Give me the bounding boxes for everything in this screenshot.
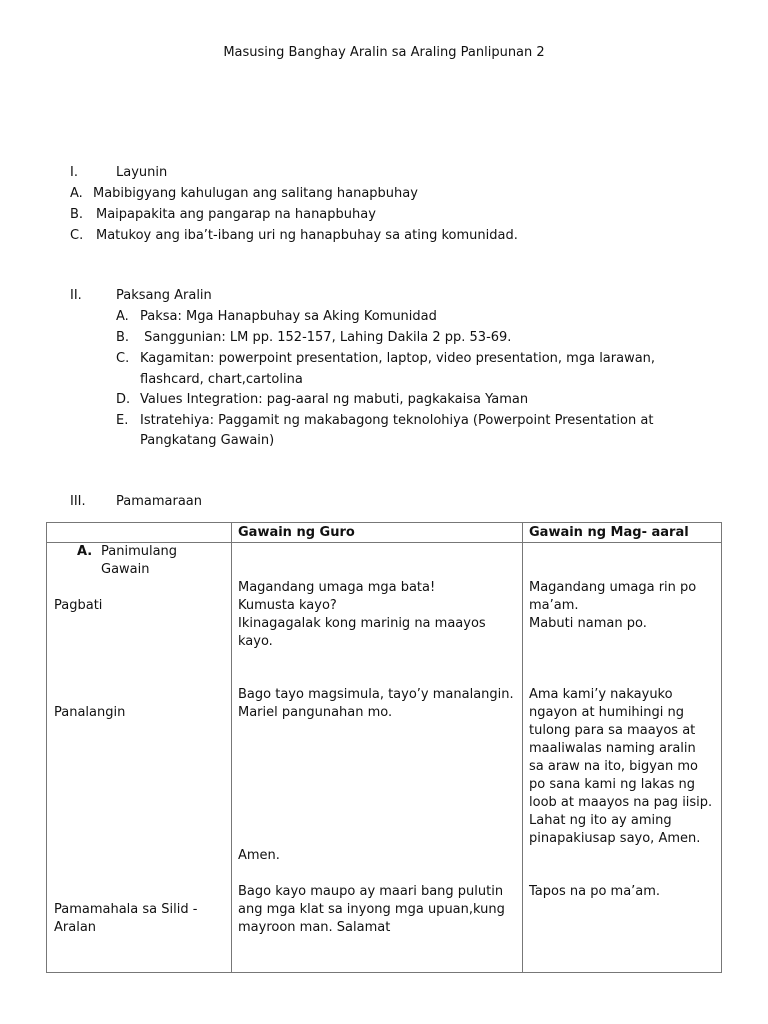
item-letter: C. [116, 351, 130, 366]
reference-item: Sanggunian: LM pp. 152-157, Lahing Dakila 2 pp. 53-69. [140, 330, 512, 345]
activity-column [47, 543, 232, 973]
section-heading: Layunin [116, 165, 168, 180]
item-letter: C. [70, 228, 84, 243]
part-title-cont: Gawain [101, 562, 150, 577]
teacher-amen: Amen. [238, 848, 280, 863]
objective-item: Maipapakita ang pangarap na hanapbuhay [96, 207, 376, 222]
header-teacher: Gawain ng Guro [232, 523, 523, 543]
teacher-line: Kumusta kayo? [238, 598, 337, 613]
item-letter: D. [116, 392, 131, 407]
materials-item: Kagamitan: powerpoint presentation, laptop, video presentation, mga larawan, [140, 351, 656, 366]
header-student: Gawain ng Mag- aaral [523, 523, 722, 543]
student-column [523, 543, 722, 973]
objective-item: Matukoy ang iba’t-ibang uri ng hanapbuhay sa ating komunidad. [96, 228, 518, 243]
header-empty [47, 523, 232, 543]
student-line: tulong para sa maayos at [529, 723, 696, 738]
document-title: Masusing Banghay Aralin sa Araling Panlipunan 2 [223, 45, 545, 60]
teacher-column [232, 543, 523, 973]
student-line: Lahat ng ito ay aming [529, 813, 672, 828]
item-letter: B. [70, 207, 84, 222]
table-row [47, 543, 722, 973]
teacher-line: Mariel pangunahan mo. [238, 705, 393, 720]
section-heading: Paksang Aralin [116, 288, 212, 303]
item-letter: E. [116, 413, 129, 428]
teacher-line: Bago tayo magsimula, tayo’y manalangin. [238, 687, 514, 702]
student-line: loob at maayos na pag iisip. [529, 795, 713, 810]
item-letter: A. [116, 309, 129, 324]
pagbati-label: Pagbati [54, 598, 103, 613]
student-line: Magandang umaga rin po [529, 580, 697, 595]
section-numeral: III. [70, 494, 86, 509]
part-letter: A. [77, 544, 93, 559]
objective-item: Mabibigyang kahulugan ang salitang hanapbuhay [93, 186, 418, 201]
student-line: sa araw na ito, bigyan mo [529, 759, 698, 774]
teacher-line: kayo. [238, 634, 273, 649]
section-heading: Pamamaraan [116, 494, 202, 509]
strategy-item: Istratehiya: Paggamit ng makabagong teknolohiya (Powerpoint Presentation at [140, 413, 654, 428]
student-line: Ama kami’y nakayuko [529, 687, 673, 702]
table-header-row [47, 523, 722, 543]
student-line: maaliwalas naming aralin [529, 741, 696, 756]
section-numeral: II. [70, 288, 82, 303]
part-title: Panimulang [101, 544, 178, 559]
materials-item-cont: flashcard, chart,cartolina [140, 372, 303, 387]
values-item: Values Integration: pag-aaral ng mabuti, pagkakaisa Yaman [140, 392, 529, 407]
item-letter: B. [116, 330, 130, 345]
student-line: Tapos na po ma’am. [529, 884, 661, 899]
student-line: pinapakiusap sayo, Amen. [529, 831, 701, 846]
student-line: po sana kami ng lakas ng [529, 777, 695, 792]
teacher-line: Ikinagagalak kong marinig na maayos [238, 616, 486, 631]
teacher-line: mayroon man. Salamat [238, 920, 391, 935]
pamamahala-label-cont: Aralan [54, 920, 97, 935]
teacher-line: ang mga klat sa inyong mga upuan,kung [238, 902, 505, 917]
teacher-line: Bago kayo maupo ay maari bang pulutin [238, 884, 504, 899]
student-line: Mabuti naman po. [529, 616, 647, 631]
topic-item: Paksa: Mga Hanapbuhay sa Aking Komunidad [140, 309, 437, 324]
student-line: ngayon at humihingi ng [529, 705, 685, 720]
item-letter: A. [70, 186, 83, 201]
panalangin-label: Panalangin [54, 705, 126, 720]
pamamahala-label: Pamamahala sa Silid - [54, 902, 198, 917]
student-line: ma’am. [529, 598, 579, 613]
teacher-line: Magandang umaga mga bata! [238, 580, 436, 595]
strategy-item-cont: Pangkatang Gawain) [140, 433, 275, 448]
section-numeral: I. [70, 165, 78, 180]
procedure-table [46, 522, 722, 973]
